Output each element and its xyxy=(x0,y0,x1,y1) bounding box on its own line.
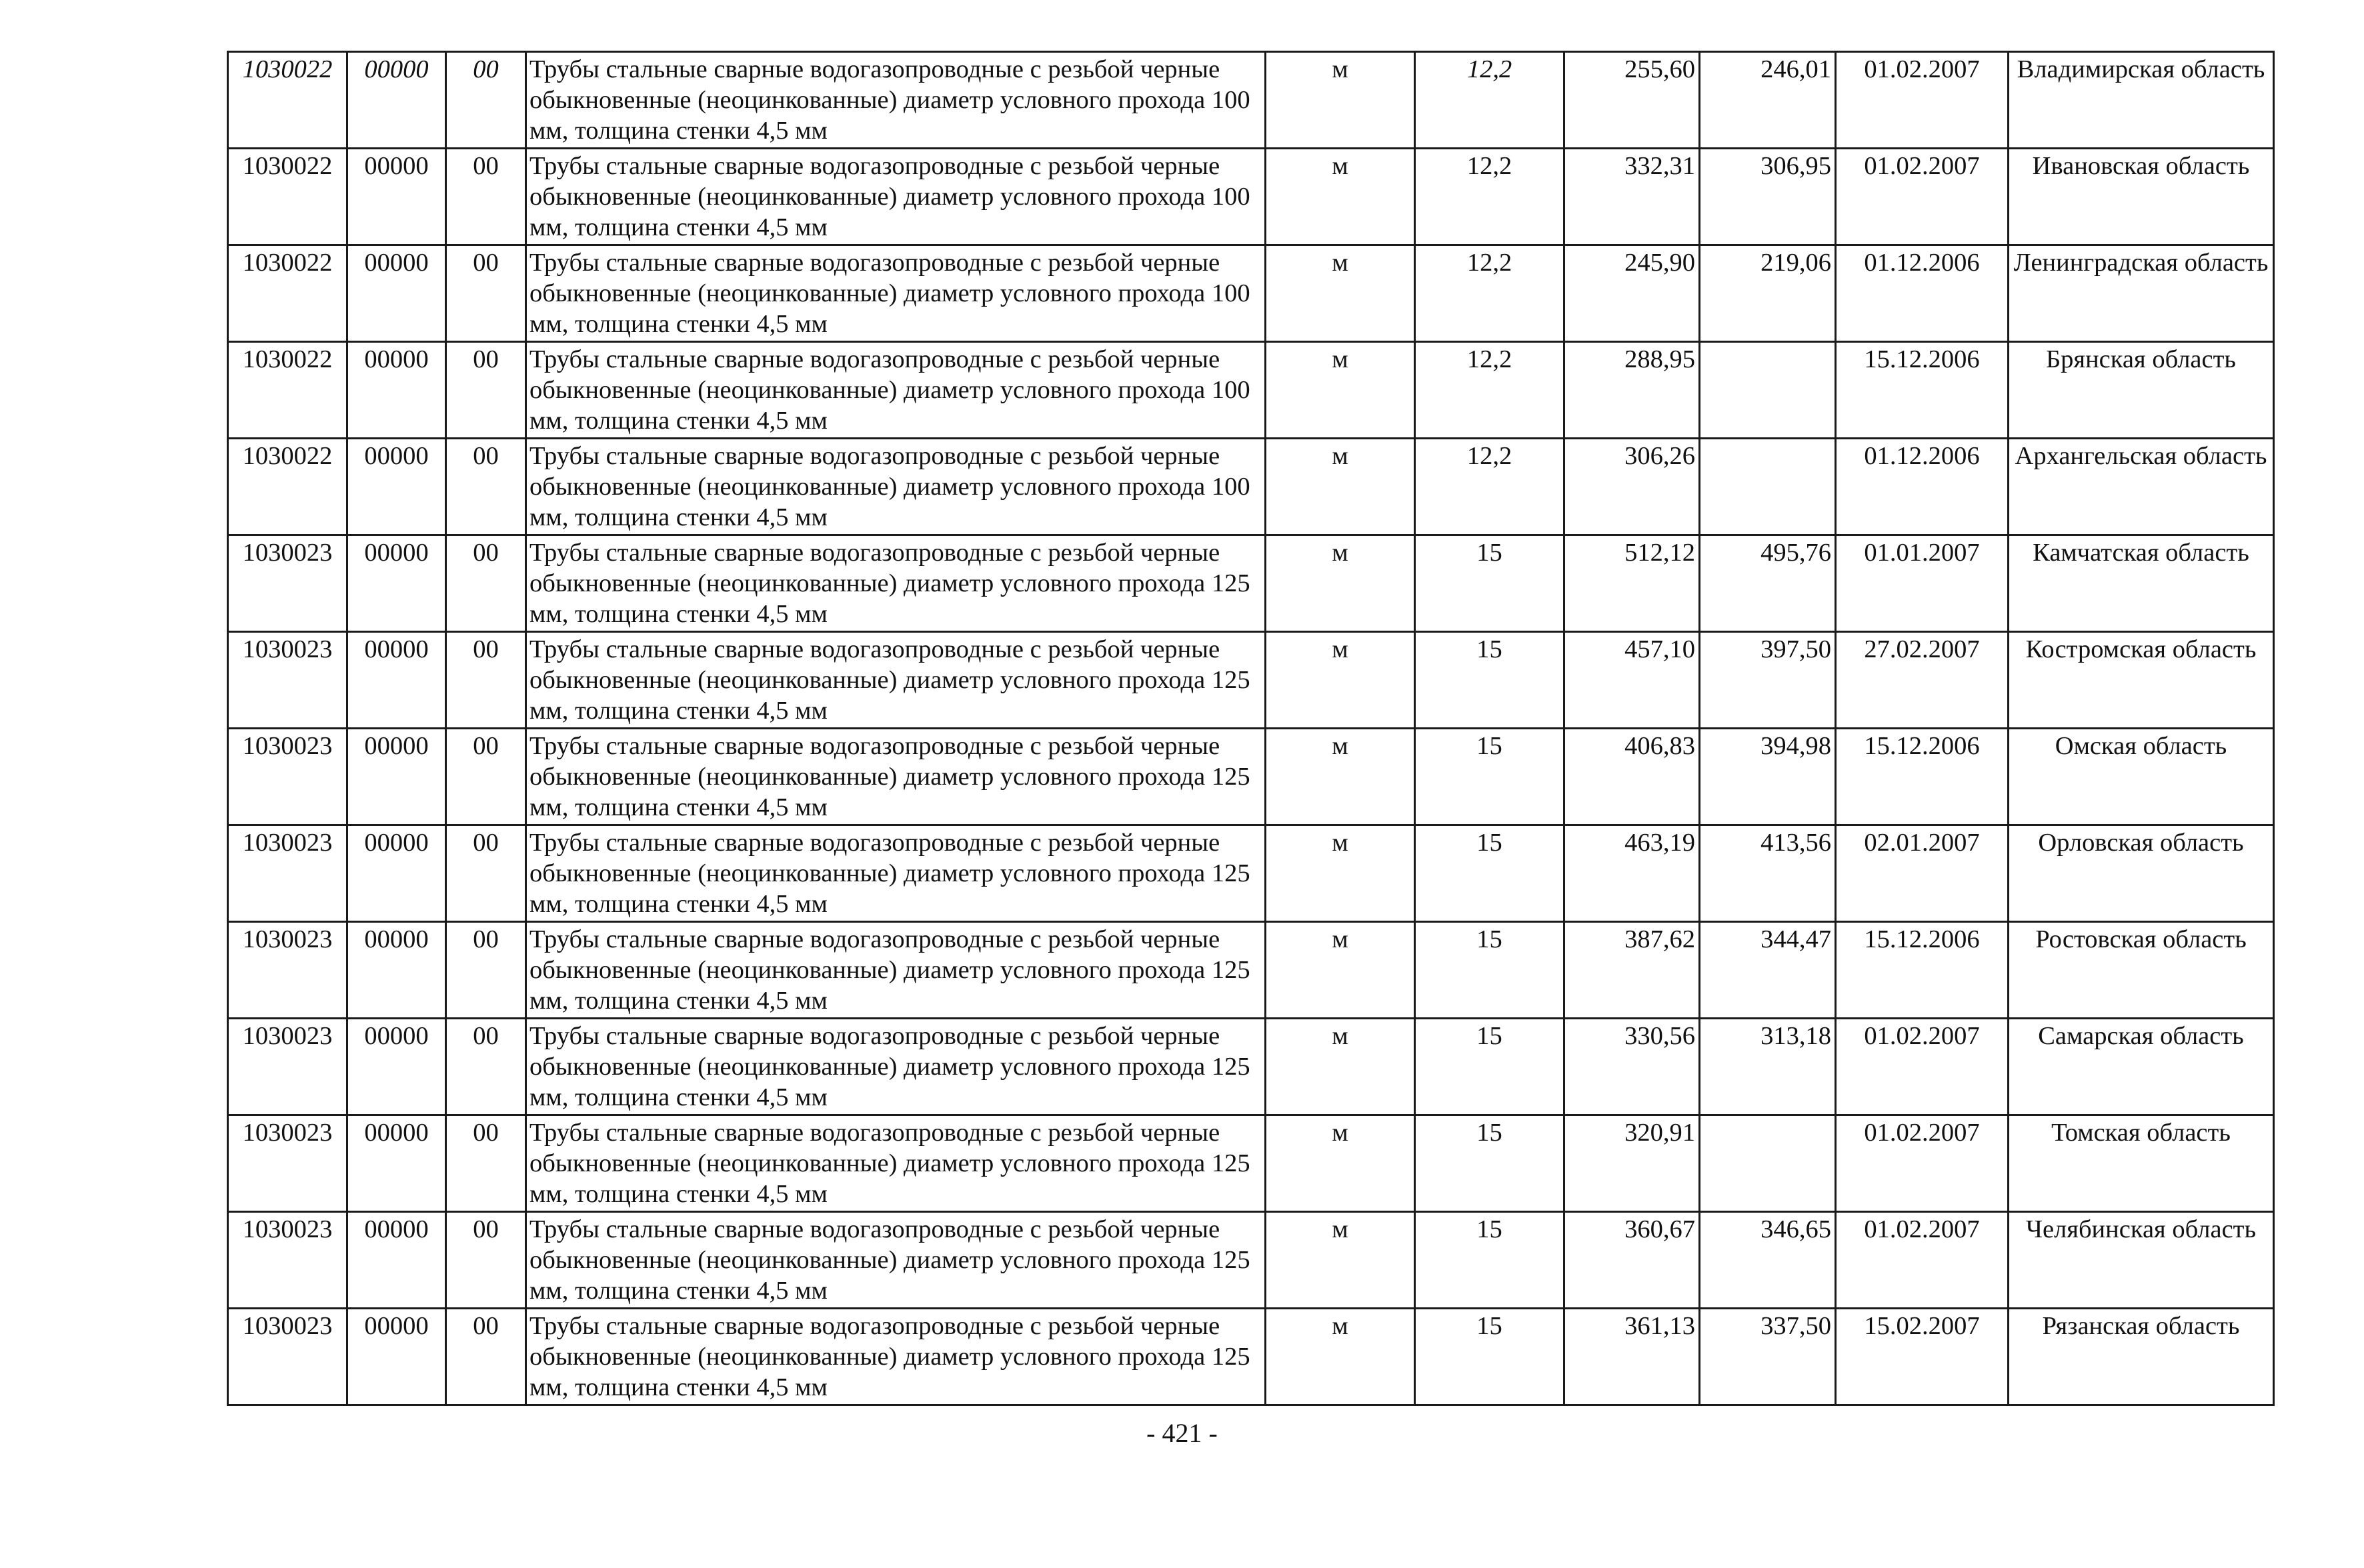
price-b-cell: 337,50 xyxy=(1700,1309,1836,1405)
region-cell: Владимирская область xyxy=(2009,52,2274,149)
table-row xyxy=(228,1115,2274,1212)
table-row xyxy=(228,632,2274,729)
subcode-cell: 00000 xyxy=(347,1115,446,1212)
price-a-cell: 320,91 xyxy=(1564,1115,1700,1212)
description-cell: Трубы стальные сварные водогазопроводные с резьбой черные обыкновенные (неоцинкованные) диаметр условного прохода 100 мм, толщина стенки 4,5 мм xyxy=(526,245,1266,342)
weight-cell: 12,2 xyxy=(1415,52,1564,149)
weight-cell: 15 xyxy=(1415,1115,1564,1212)
price-b-cell xyxy=(1700,1115,1836,1212)
weight-cell: 15 xyxy=(1415,922,1564,1019)
price-a-cell: 457,10 xyxy=(1564,632,1700,729)
code-cell: 1030023 xyxy=(228,535,347,632)
unit-cell: м xyxy=(1266,825,1415,922)
price-b-cell: 344,47 xyxy=(1700,922,1836,1019)
variant-cell: 00 xyxy=(446,439,526,535)
subcode-cell: 00000 xyxy=(347,632,446,729)
unit-cell: м xyxy=(1266,632,1415,729)
variant-cell: 00 xyxy=(446,52,526,149)
variant-cell: 00 xyxy=(446,1309,526,1405)
table-row xyxy=(228,535,2274,632)
weight-cell: 15 xyxy=(1415,535,1564,632)
date-cell: 01.02.2007 xyxy=(1836,1115,2009,1212)
table-row xyxy=(228,149,2274,245)
variant-cell: 00 xyxy=(446,922,526,1019)
code-cell: 1030022 xyxy=(228,245,347,342)
description-cell: Трубы стальные сварные водогазопроводные с резьбой черные обыкновенные (неоцинкованные) диаметр условного прохода 125 мм, толщина стенки 4,5 мм xyxy=(526,729,1266,825)
region-cell: Челябинская область xyxy=(2009,1212,2274,1309)
unit-cell: м xyxy=(1266,1309,1415,1405)
table-body xyxy=(228,52,2274,1405)
subcode-cell: 00000 xyxy=(347,535,446,632)
description-cell: Трубы стальные сварные водогазопроводные с резьбой черные обыкновенные (неоцинкованные) диаметр условного прохода 125 мм, толщина стенки 4,5 мм xyxy=(526,1115,1266,1212)
variant-cell: 00 xyxy=(446,1115,526,1212)
unit-cell: м xyxy=(1266,1019,1415,1115)
region-cell: Камчатская область xyxy=(2009,535,2274,632)
unit-cell: м xyxy=(1266,245,1415,342)
description-cell: Трубы стальные сварные водогазопроводные с резьбой черные обыкновенные (неоцинкованные) диаметр условного прохода 125 мм, толщина стенки 4,5 мм xyxy=(526,535,1266,632)
price-a-cell: 463,19 xyxy=(1564,825,1700,922)
date-cell: 15.12.2006 xyxy=(1836,922,2009,1019)
table-row xyxy=(228,1212,2274,1309)
price-a-cell: 512,12 xyxy=(1564,535,1700,632)
description-cell: Трубы стальные сварные водогазопроводные с резьбой черные обыкновенные (неоцинкованные) диаметр условного прохода 125 мм, толщина стенки 4,5 мм xyxy=(526,1212,1266,1309)
region-cell: Ленинградская область xyxy=(2009,245,2274,342)
subcode-cell: 00000 xyxy=(347,149,446,245)
description-cell: Трубы стальные сварные водогазопроводные с резьбой черные обыкновенные (неоцинкованные) диаметр условного прохода 125 мм, толщина стенки 4,5 мм xyxy=(526,922,1266,1019)
variant-cell: 00 xyxy=(446,342,526,439)
weight-cell: 15 xyxy=(1415,1019,1564,1115)
table-row xyxy=(228,1309,2274,1405)
price-b-cell xyxy=(1700,342,1836,439)
code-cell: 1030022 xyxy=(228,52,347,149)
date-cell: 02.01.2007 xyxy=(1836,825,2009,922)
price-a-cell: 361,13 xyxy=(1564,1309,1700,1405)
unit-cell: м xyxy=(1266,1212,1415,1309)
unit-cell: м xyxy=(1266,729,1415,825)
price-a-cell: 387,62 xyxy=(1564,922,1700,1019)
variant-cell: 00 xyxy=(446,535,526,632)
price-a-cell: 406,83 xyxy=(1564,729,1700,825)
unit-cell: м xyxy=(1266,52,1415,149)
code-cell: 1030022 xyxy=(228,342,347,439)
description-cell: Трубы стальные сварные водогазопроводные с резьбой черные обыкновенные (неоцинкованные) диаметр условного прохода 125 мм, толщина стенки 4,5 мм xyxy=(526,825,1266,922)
code-cell: 1030023 xyxy=(228,825,347,922)
region-cell: Томская область xyxy=(2009,1115,2274,1212)
weight-cell: 12,2 xyxy=(1415,342,1564,439)
table-row xyxy=(228,245,2274,342)
unit-cell: м xyxy=(1266,342,1415,439)
date-cell: 01.02.2007 xyxy=(1836,149,2009,245)
date-cell: 01.02.2007 xyxy=(1836,1212,2009,1309)
variant-cell: 00 xyxy=(446,825,526,922)
region-cell: Орловская область xyxy=(2009,825,2274,922)
date-cell: 01.02.2007 xyxy=(1836,52,2009,149)
description-cell: Трубы стальные сварные водогазопроводные с резьбой черные обыкновенные (неоцинкованные) диаметр условного прохода 100 мм, толщина стенки 4,5 мм xyxy=(526,342,1266,439)
region-cell: Ивановская область xyxy=(2009,149,2274,245)
description-cell: Трубы стальные сварные водогазопроводные с резьбой черные обыкновенные (неоцинкованные) диаметр условного прохода 125 мм, толщина стенки 4,5 мм xyxy=(526,1019,1266,1115)
subcode-cell: 00000 xyxy=(347,52,446,149)
price-a-cell: 306,26 xyxy=(1564,439,1700,535)
code-cell: 1030022 xyxy=(228,439,347,535)
table-row xyxy=(228,342,2274,439)
code-cell: 1030023 xyxy=(228,1309,347,1405)
date-cell: 27.02.2007 xyxy=(1836,632,2009,729)
subcode-cell: 00000 xyxy=(347,439,446,535)
variant-cell: 00 xyxy=(446,1019,526,1115)
price-b-cell: 394,98 xyxy=(1700,729,1836,825)
subcode-cell: 00000 xyxy=(347,729,446,825)
date-cell: 01.02.2007 xyxy=(1836,1019,2009,1115)
variant-cell: 00 xyxy=(446,729,526,825)
region-cell: Костромская область xyxy=(2009,632,2274,729)
date-cell: 15.12.2006 xyxy=(1836,729,2009,825)
price-a-cell: 255,60 xyxy=(1564,52,1700,149)
price-b-cell: 306,95 xyxy=(1700,149,1836,245)
variant-cell: 00 xyxy=(446,245,526,342)
date-cell: 01.01.2007 xyxy=(1836,535,2009,632)
code-cell: 1030023 xyxy=(228,1019,347,1115)
variant-cell: 00 xyxy=(446,632,526,729)
region-cell: Архангельская область xyxy=(2009,439,2274,535)
unit-cell: м xyxy=(1266,149,1415,245)
price-b-cell: 397,50 xyxy=(1700,632,1836,729)
region-cell: Самарская область xyxy=(2009,1019,2274,1115)
description-cell: Трубы стальные сварные водогазопроводные с резьбой черные обыкновенные (неоцинкованные) диаметр условного прохода 125 мм, толщина стенки 4,5 мм xyxy=(526,1309,1266,1405)
unit-cell: м xyxy=(1266,439,1415,535)
weight-cell: 15 xyxy=(1415,1212,1564,1309)
price-a-cell: 332,31 xyxy=(1564,149,1700,245)
unit-cell: м xyxy=(1266,535,1415,632)
region-cell: Брянская область xyxy=(2009,342,2274,439)
table-row xyxy=(228,1019,2274,1115)
price-b-cell: 246,01 xyxy=(1700,52,1836,149)
weight-cell: 12,2 xyxy=(1415,439,1564,535)
date-cell: 01.12.2006 xyxy=(1836,439,2009,535)
weight-cell: 15 xyxy=(1415,729,1564,825)
price-a-cell: 245,90 xyxy=(1564,245,1700,342)
subcode-cell: 00000 xyxy=(347,1309,446,1405)
region-cell: Ростовская область xyxy=(2009,922,2274,1019)
table-row xyxy=(228,825,2274,922)
subcode-cell: 00000 xyxy=(347,1212,446,1309)
subcode-cell: 00000 xyxy=(347,825,446,922)
code-cell: 1030023 xyxy=(228,1212,347,1309)
price-b-cell: 495,76 xyxy=(1700,535,1836,632)
unit-cell: м xyxy=(1266,1115,1415,1212)
weight-cell: 15 xyxy=(1415,825,1564,922)
price-a-cell: 288,95 xyxy=(1564,342,1700,439)
price-b-cell xyxy=(1700,439,1836,535)
subcode-cell: 00000 xyxy=(347,922,446,1019)
description-cell: Трубы стальные сварные водогазопроводные с резьбой черные обыкновенные (неоцинкованные) диаметр условного прохода 125 мм, толщина стенки 4,5 мм xyxy=(526,632,1266,729)
table-row xyxy=(228,922,2274,1019)
price-b-cell: 219,06 xyxy=(1700,245,1836,342)
table-row xyxy=(228,52,2274,149)
date-cell: 15.02.2007 xyxy=(1836,1309,2009,1405)
price-b-cell: 413,56 xyxy=(1700,825,1836,922)
description-cell: Трубы стальные сварные водогазопроводные с резьбой черные обыкновенные (неоцинкованные) диаметр условного прохода 100 мм, толщина стенки 4,5 мм xyxy=(526,439,1266,535)
code-cell: 1030023 xyxy=(228,1115,347,1212)
weight-cell: 15 xyxy=(1415,632,1564,729)
variant-cell: 00 xyxy=(446,1212,526,1309)
subcode-cell: 00000 xyxy=(347,342,446,439)
code-cell: 1030023 xyxy=(228,729,347,825)
price-table xyxy=(227,51,2275,1406)
code-cell: 1030023 xyxy=(228,922,347,1019)
subcode-cell: 00000 xyxy=(347,245,446,342)
variant-cell: 00 xyxy=(446,149,526,245)
code-cell: 1030022 xyxy=(228,149,347,245)
price-a-cell: 360,67 xyxy=(1564,1212,1700,1309)
price-b-cell: 313,18 xyxy=(1700,1019,1836,1115)
subcode-cell: 00000 xyxy=(347,1019,446,1115)
region-cell: Рязанская область xyxy=(2009,1309,2274,1405)
table-row xyxy=(228,439,2274,535)
date-cell: 01.12.2006 xyxy=(1836,245,2009,342)
price-a-cell: 330,56 xyxy=(1564,1019,1700,1115)
code-cell: 1030023 xyxy=(228,632,347,729)
unit-cell: м xyxy=(1266,922,1415,1019)
price-b-cell: 346,65 xyxy=(1700,1212,1836,1309)
description-cell: Трубы стальные сварные водогазопроводные с резьбой черные обыкновенные (неоцинкованные) диаметр условного прохода 100 мм, толщина стенки 4,5 мм xyxy=(526,149,1266,245)
region-cell: Омская область xyxy=(2009,729,2274,825)
date-cell: 15.12.2006 xyxy=(1836,342,2009,439)
weight-cell: 12,2 xyxy=(1415,149,1564,245)
table-row xyxy=(228,729,2274,825)
weight-cell: 12,2 xyxy=(1415,245,1564,342)
description-cell: Трубы стальные сварные водогазопроводные с резьбой черные обыкновенные (неоцинкованные) диаметр условного прохода 100 мм, толщина стенки 4,5 мм xyxy=(526,52,1266,149)
page-number: - 421 - xyxy=(1146,1418,1218,1448)
weight-cell: 15 xyxy=(1415,1309,1564,1405)
